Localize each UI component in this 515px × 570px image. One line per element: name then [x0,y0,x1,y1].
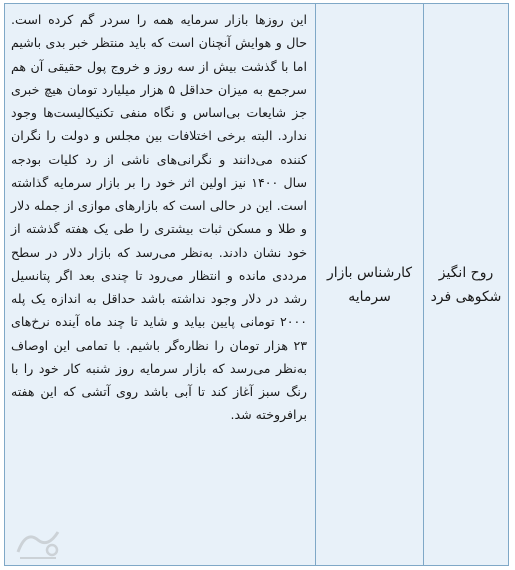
person-role-cell [315,4,423,565]
person-name-cell [423,4,508,565]
site-logo-icon [12,522,64,562]
person-name: روح انگیز شکوهی فرد [430,264,502,305]
interview-table [4,3,509,566]
person-role: کارشناس بازار سرمایه [326,264,413,305]
opinion-text-cell [5,4,315,565]
opinion-text: این روزها بازار سرمایه همه را سردر گم کرده است. حال و هوایش آنچنان است که باید منتظر خبر بدی باشیم اما با گذشت بیش از سه روز و خروج پول حقیقی آن هم سرجمع به میزان حداقل ۵ هزار میلیارد تومان هیچ خبری جز شایعات بی‌اساس و نگاه منفی تکنیکالیست‌ها وجود ندارد. البته برخی اختلافات بین مجلس و دولت را نگران کننده می‌دانند و نگرانی‌های ناشی از رد کلیات بودجه سال ۱۴۰۰ نیز اولین اثر خود را بر بازار سرمایه گذاشته است. این در حالی است که بازارهای موازی از جمله دلار و طلا و مسکن ثبات بیشتری را طی یک هفته گذشته از خود نشان دادند. به‌نظر می‌رسد که بازار دلار در سطح مرددی مانده و انتظار می‌رود تا چندی بعد اگر پتانسیل رشد در دلار وجود نداشته باشد حداقل به اندازه یک پله ۲۰۰۰ تومانی پایین بیاید و شاید تا چند ماه آینده نرخ‌های ۲۳ هزار تومان را نظاره‌گر باشیم. با تمامی این اوصاف به‌نظر می‌رسد که بازار سرمایه روز شنبه کار خود را با رنگ سبز آغاز کند تا آبی باشد روی آتشی که این هفته برافروخته شد. [11,12,307,423]
